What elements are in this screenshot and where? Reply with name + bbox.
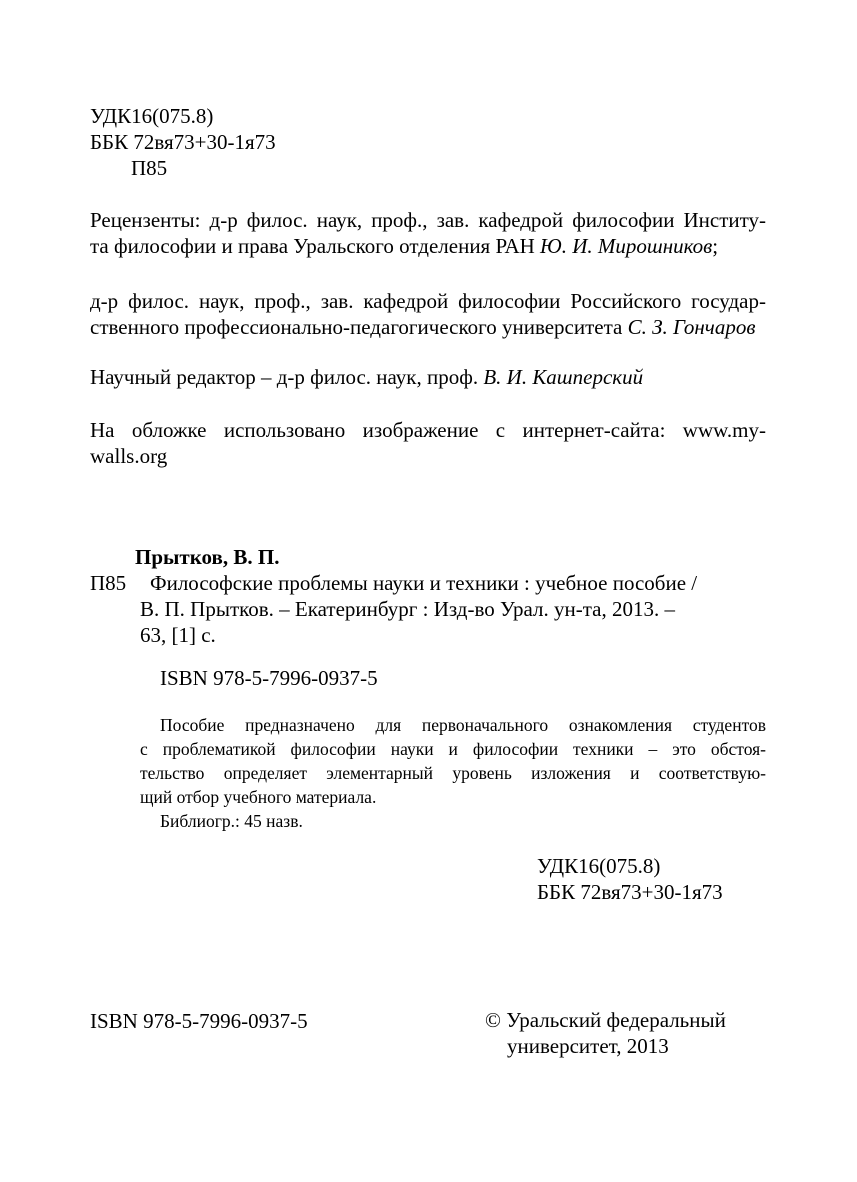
- title-line-2: В. П. Прытков. – Екатеринбург : Изд-во Урал. ун-та, 2013. –: [140, 597, 675, 621]
- udk-code-bottom: УДК16(075.8): [537, 854, 661, 878]
- cover-credit-line-1: На обложке использовано изображение с интернет-сайта: www.my-: [90, 418, 766, 442]
- annotation-line-2: с проблематикой философии науки и философии техники – это обстоя-: [140, 739, 766, 759]
- reviewer-1-text: д-р филос. наук, проф., зав. кафедрой философии Институ-: [209, 208, 767, 232]
- isbn-record: ISBN 978-5-7996-0937-5: [160, 666, 378, 690]
- author-sign: П85: [131, 156, 168, 180]
- title-line-3: 63, [1] с.: [140, 623, 216, 647]
- cover-credit: [90, 417, 766, 469]
- annotation: [140, 713, 766, 833]
- reviewer-2-line-1: д-р филос. наук, проф., зав. кафедрой философии Российского государ-: [90, 289, 766, 313]
- reviewer-2: [90, 288, 766, 340]
- author-sign-biblio: П85: [90, 571, 127, 595]
- reviewers: [90, 207, 766, 259]
- classification-top: [90, 103, 766, 181]
- copyright: [485, 1007, 785, 1059]
- annotation-line-4: щий отбор учебного материала.: [140, 787, 377, 807]
- scientific-editor: Научный редактор – д-р филос. наук, проф. В. И. Кашперский: [90, 365, 644, 389]
- bibliographic-record: [90, 544, 766, 648]
- cover-credit-line-2: walls.org: [90, 444, 168, 468]
- bbk-code-bottom: ББК 72вя73+30-1я73: [537, 880, 723, 904]
- annotation-line-1: Пособие предназначено для первоначального ознакомления студентов: [160, 715, 766, 735]
- reviewer-1-line-1: [90, 207, 766, 233]
- bibliography-count: Библиогр.: 45 назв.: [160, 811, 303, 831]
- reviewer-2-name: С. З. Гончаров: [627, 315, 756, 339]
- isbn-footer: ISBN 978-5-7996-0937-5: [90, 1009, 308, 1033]
- copyright-line-1: © Уральский федеральный: [485, 1008, 726, 1032]
- copyright-line-2: университет, 2013: [507, 1034, 669, 1058]
- udk-code: УДК16(075.8): [90, 104, 214, 128]
- annotation-line-3: тельство определяет элементарный уровень изложения и соответствую-: [140, 763, 766, 783]
- reviewer-1-name: Ю. И. Мирошников: [540, 234, 713, 258]
- editor-name: В. И. Кашперский: [483, 365, 644, 389]
- author-heading: Прытков, В. П.: [135, 545, 280, 569]
- title-line-1: Философские проблемы науки и техники : учебное пособие /: [150, 571, 698, 595]
- reviewer-2-line-2: ственного профессионально-педагогического университета С. З. Гончаров: [90, 315, 756, 339]
- bbk-code: ББК 72вя73+30-1я73: [90, 130, 276, 154]
- reviewers-label: Рецензенты:: [90, 208, 201, 232]
- classification-bottom: [537, 853, 797, 905]
- reviewer-1-line-2: та философии и права Уральского отделения РАН Ю. И. Мирошников;: [90, 234, 719, 258]
